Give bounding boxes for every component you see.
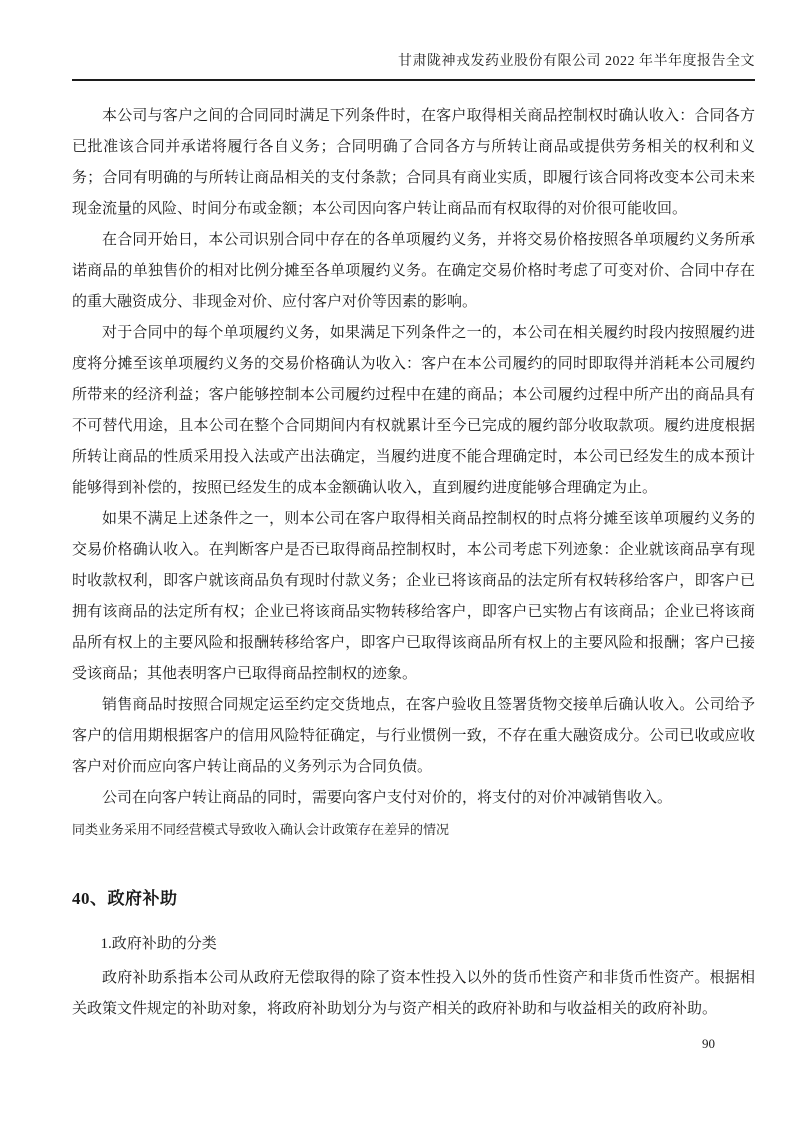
revenue-paragraph-2: 在合同开始日，本公司识别合同中存在的各单项履约义务，并将交易价格按照各单项履约义务所承诺商品的单独售价的相对比例分摊至各单项履约义务。在确定交易价格时考虑了可变对价、合同中存在的重大融资成分、非现金对价、应付客户对价等因素的影响。 [72, 232, 755, 310]
revenue-paragraph-1: 本公司与客户之间的合同同时满足下列条件时，在客户取得相关商品控制权时确认收入：合同各方已批准该合同并承诺将履行各自义务；合同明确了合同各方与所转让商品或提供劳务相关的权利和义务；合同有明确的与所转让商品相关的支付条款；合同具有商业实质，即履行该合同将改变本公司未来现金流量的风险、时间分布或金额；本公司因向客户转让商品而有权取得的对价很可能收回。 [72, 108, 755, 217]
section-heading-government-subsidy: 40、政府补助 [72, 889, 178, 908]
page-content-column [72, 0, 755, 1025]
revenue-paragraph-6: 公司在向客户转让商品的同时，需要向客户支付对价的，将支付的对价冲减销售收入。 [102, 790, 673, 806]
page-header [72, 0, 755, 81]
subsection-heading-subsidy-classification: 1.政府补助的分类 [100, 936, 217, 952]
revenue-paragraph-5: 销售商品时按照合同规定运至约定交货地点，在客户验收且签署货物交接单后确认收入。公司给予客户的信用期根据客户的信用风险特征确定，与行业惯例一致，不存在重大融资成分。公司已收或应收客户对价而应向客户转让商品的义务列示为合同负债。 [72, 697, 755, 775]
note-line: 同类业务采用不同经营模式导致收入确认会计政策存在差异的情况 [72, 822, 450, 837]
header-title: 甘肃陇神戎发药业股份有限公司 2022 年半年度报告全文 [398, 54, 755, 69]
subsidy-paragraph: 政府补助系指本公司从政府无偿取得的除了资本性投入以外的货币性资产和非货币性资产。根据相关政策文件规定的补助对象，将政府补助划分为与资产相关的政府补助和与收益相关的政府补助。 [72, 970, 755, 1017]
revenue-paragraph-4: 如果不满足上述条件之一，则本公司在客户取得相关商品控制权的时点将分摊至该单项履约义务的交易价格确认收入。在判断客户是否已取得商品控制权时，本公司考虑下列迹象：企业就该商品享有现时收款权利，即客户就该商品负有现时付款义务；企业已将该商品的法定所有权转移给客户，即客户已拥有该商品的法定所有权；企业已将该商品实物转移给客户，即客户已实物占有该商品；企业已将该商品所有权上的主要风险和报酬转移给客户，即客户已取得该商品所有权上的主要风险和报酬；客户已接受该商品；其他表明客户已取得商品控制权的迹象。 [72, 511, 755, 682]
document-body [72, 101, 755, 1025]
revenue-paragraph-3: 对于合同中的每个单项履约义务，如果满足下列条件之一的，本公司在相关履约时段内按照履约进度将分摊至该单项履约义务的交易价格确认为收入：客户在本公司履约的同时即取得并消耗本公司履约所带来的经济利益；客户能够控制本公司履约过程中在建的商品；本公司履约过程中所产出的商品具有不可替代用途，且本公司在整个合同期间内有权就累计至今已完成的履约部分收取款项。履约进度根据所转让商品的性质采用投入法或产出法确定，当履约进度不能合理确定时，本公司已经发生的成本预计能够得到补偿的，按照已经发生的成本金额确认收入，直到履约进度能够合理确定为止。 [72, 325, 755, 496]
page-number: 90 [702, 1036, 715, 1051]
